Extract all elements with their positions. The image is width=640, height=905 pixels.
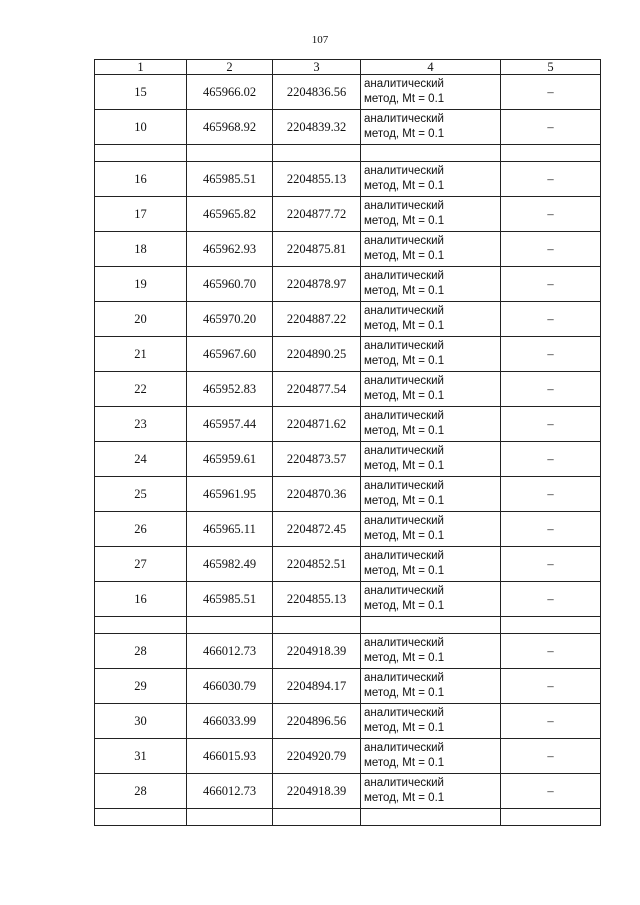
blank-cell xyxy=(187,145,273,162)
table-row xyxy=(95,197,601,232)
header-cell-2: 2 xyxy=(187,60,273,75)
method-line-2: метод, Mt = 0.1 xyxy=(364,460,445,472)
method-line-1: аналитический xyxy=(364,672,444,684)
method-line-1: аналитический xyxy=(364,480,444,492)
x-coordinate-cell: 465957.44 xyxy=(187,407,273,442)
method-line-1: аналитический xyxy=(364,637,444,649)
table-row xyxy=(95,774,601,809)
note-cell: – xyxy=(501,512,601,547)
table-row xyxy=(95,75,601,110)
note-cell: – xyxy=(501,634,601,669)
x-coordinate-cell: 466012.73 xyxy=(187,774,273,809)
method-line-1: аналитический xyxy=(364,515,444,527)
note-cell: – xyxy=(501,669,601,704)
x-coordinate-cell: 466030.79 xyxy=(187,669,273,704)
note-cell: – xyxy=(501,739,601,774)
y-coordinate-cell: 2204871.62 xyxy=(273,407,361,442)
x-coordinate-cell: 465965.82 xyxy=(187,197,273,232)
method-line-1: аналитический xyxy=(364,270,444,282)
method-line-1: аналитический xyxy=(364,165,444,177)
point-number-cell: 17 xyxy=(95,197,187,232)
x-coordinate-cell: 466015.93 xyxy=(187,739,273,774)
method-line-1: аналитический xyxy=(364,585,444,597)
method-line-2: метод, Mt = 0.1 xyxy=(364,757,445,769)
method-cell xyxy=(361,162,501,197)
page-number: 107 xyxy=(311,34,329,46)
x-coordinate-cell: 466033.99 xyxy=(187,704,273,739)
note-cell: – xyxy=(501,372,601,407)
y-coordinate-cell: 2204877.72 xyxy=(273,197,361,232)
note-cell: – xyxy=(501,110,601,145)
method-line-2: метод, Mt = 0.1 xyxy=(364,390,445,402)
blank-cell xyxy=(273,145,361,162)
table-row xyxy=(95,372,601,407)
y-coordinate-cell: 2204872.45 xyxy=(273,512,361,547)
x-coordinate-cell: 465961.95 xyxy=(187,477,273,512)
method-cell xyxy=(361,197,501,232)
method-line-2: метод, Mt = 0.1 xyxy=(364,285,445,297)
method-line-1: аналитический xyxy=(364,235,444,247)
method-line-1: аналитический xyxy=(364,550,444,562)
point-number-cell: 25 xyxy=(95,477,187,512)
blank-cell xyxy=(95,617,187,634)
table-row xyxy=(95,512,601,547)
method-cell xyxy=(361,547,501,582)
y-coordinate-cell: 2204870.36 xyxy=(273,477,361,512)
y-coordinate-cell: 2204875.81 xyxy=(273,232,361,267)
table-row xyxy=(95,547,601,582)
note-cell: – xyxy=(501,75,601,110)
blank-cell xyxy=(95,809,187,826)
method-cell xyxy=(361,477,501,512)
point-number-cell: 19 xyxy=(95,267,187,302)
point-number-cell: 18 xyxy=(95,232,187,267)
note-cell: – xyxy=(501,232,601,267)
method-cell xyxy=(361,774,501,809)
method-line-2: метод, Mt = 0.1 xyxy=(364,320,445,332)
point-number-cell: 21 xyxy=(95,337,187,372)
y-coordinate-cell: 2204896.56 xyxy=(273,704,361,739)
point-number-cell: 30 xyxy=(95,704,187,739)
method-line-2: метод, Mt = 0.1 xyxy=(364,495,445,507)
x-coordinate-cell: 465965.11 xyxy=(187,512,273,547)
method-line-1: аналитический xyxy=(364,410,444,422)
point-number-cell: 15 xyxy=(95,75,187,110)
table-row xyxy=(95,704,601,739)
point-number-cell: 10 xyxy=(95,110,187,145)
method-cell xyxy=(361,232,501,267)
y-coordinate-cell: 2204836.56 xyxy=(273,75,361,110)
header-cell-5: 5 xyxy=(501,60,601,75)
method-line-1: аналитический xyxy=(364,200,444,212)
table-row xyxy=(95,337,601,372)
table-row xyxy=(95,477,601,512)
y-coordinate-cell: 2204839.32 xyxy=(273,110,361,145)
header-cell-3: 3 xyxy=(273,60,361,75)
method-line-2: метод, Mt = 0.1 xyxy=(364,530,445,542)
blank-cell xyxy=(273,809,361,826)
note-cell: – xyxy=(501,267,601,302)
note-cell: – xyxy=(501,407,601,442)
x-coordinate-cell: 465982.49 xyxy=(187,547,273,582)
blank-cell xyxy=(501,809,601,826)
method-line-1: аналитический xyxy=(364,340,444,352)
method-cell xyxy=(361,582,501,617)
method-line-2: метод, Mt = 0.1 xyxy=(364,722,445,734)
blank-cell xyxy=(273,617,361,634)
table-row xyxy=(95,232,601,267)
blank-cell xyxy=(361,145,501,162)
y-coordinate-cell: 2204855.13 xyxy=(273,162,361,197)
method-cell xyxy=(361,669,501,704)
coordinates-table xyxy=(94,59,601,826)
note-cell: – xyxy=(501,477,601,512)
x-coordinate-cell: 465985.51 xyxy=(187,162,273,197)
point-number-cell: 23 xyxy=(95,407,187,442)
blank-cell xyxy=(95,145,187,162)
method-line-2: метод, Mt = 0.1 xyxy=(364,128,445,140)
method-line-1: аналитический xyxy=(364,777,444,789)
note-cell: – xyxy=(501,162,601,197)
method-line-1: аналитический xyxy=(364,445,444,457)
table-header-row xyxy=(95,60,601,75)
method-line-2: метод, Mt = 0.1 xyxy=(364,600,445,612)
y-coordinate-cell: 2204877.54 xyxy=(273,372,361,407)
y-coordinate-cell: 2204890.25 xyxy=(273,337,361,372)
method-cell xyxy=(361,442,501,477)
blank-separator-row xyxy=(95,809,601,826)
method-line-2: метод, Mt = 0.1 xyxy=(364,425,445,437)
table-row xyxy=(95,162,601,197)
method-cell xyxy=(361,512,501,547)
method-cell xyxy=(361,267,501,302)
note-cell: – xyxy=(501,547,601,582)
method-line-2: метод, Mt = 0.1 xyxy=(364,215,445,227)
method-line-1: аналитический xyxy=(364,375,444,387)
method-line-2: метод, Mt = 0.1 xyxy=(364,792,445,804)
table-row xyxy=(95,302,601,337)
method-cell xyxy=(361,75,501,110)
y-coordinate-cell: 2204918.39 xyxy=(273,634,361,669)
method-line-1: аналитический xyxy=(364,78,444,90)
y-coordinate-cell: 2204894.17 xyxy=(273,669,361,704)
table-row xyxy=(95,669,601,704)
header-cell-4: 4 xyxy=(361,60,501,75)
y-coordinate-cell: 2204855.13 xyxy=(273,582,361,617)
method-cell xyxy=(361,372,501,407)
method-line-2: метод, Mt = 0.1 xyxy=(364,687,445,699)
x-coordinate-cell: 465968.92 xyxy=(187,110,273,145)
x-coordinate-cell: 465960.70 xyxy=(187,267,273,302)
blank-cell xyxy=(361,617,501,634)
blank-cell xyxy=(187,617,273,634)
blank-separator-row xyxy=(95,145,601,162)
method-line-1: аналитический xyxy=(364,305,444,317)
method-line-2: метод, Mt = 0.1 xyxy=(364,355,445,367)
point-number-cell: 26 xyxy=(95,512,187,547)
table-row xyxy=(95,407,601,442)
x-coordinate-cell: 466012.73 xyxy=(187,634,273,669)
note-cell: – xyxy=(501,582,601,617)
table-body xyxy=(95,75,601,826)
table-row xyxy=(95,110,601,145)
x-coordinate-cell: 465962.93 xyxy=(187,232,273,267)
method-line-2: метод, Mt = 0.1 xyxy=(364,250,445,262)
method-cell xyxy=(361,704,501,739)
method-line-2: метод, Mt = 0.1 xyxy=(364,652,445,664)
blank-cell xyxy=(501,617,601,634)
point-number-cell: 16 xyxy=(95,582,187,617)
note-cell: – xyxy=(501,774,601,809)
blank-cell xyxy=(187,809,273,826)
x-coordinate-cell: 465959.61 xyxy=(187,442,273,477)
table-row xyxy=(95,267,601,302)
y-coordinate-cell: 2204878.97 xyxy=(273,267,361,302)
table-row xyxy=(95,582,601,617)
blank-cell xyxy=(361,809,501,826)
method-line-2: метод, Mt = 0.1 xyxy=(364,565,445,577)
method-cell xyxy=(361,634,501,669)
method-line-2: метод, Mt = 0.1 xyxy=(364,180,445,192)
point-number-cell: 22 xyxy=(95,372,187,407)
blank-separator-row xyxy=(95,617,601,634)
point-number-cell: 27 xyxy=(95,547,187,582)
x-coordinate-cell: 465967.60 xyxy=(187,337,273,372)
y-coordinate-cell: 2204920.79 xyxy=(273,739,361,774)
point-number-cell: 16 xyxy=(95,162,187,197)
y-coordinate-cell: 2204918.39 xyxy=(273,774,361,809)
note-cell: – xyxy=(501,302,601,337)
method-cell xyxy=(361,337,501,372)
point-number-cell: 20 xyxy=(95,302,187,337)
table-row xyxy=(95,634,601,669)
y-coordinate-cell: 2204873.57 xyxy=(273,442,361,477)
note-cell: – xyxy=(501,442,601,477)
table-row xyxy=(95,442,601,477)
method-cell xyxy=(361,302,501,337)
y-coordinate-cell: 2204887.22 xyxy=(273,302,361,337)
y-coordinate-cell: 2204852.51 xyxy=(273,547,361,582)
point-number-cell: 24 xyxy=(95,442,187,477)
x-coordinate-cell: 465985.51 xyxy=(187,582,273,617)
table-row xyxy=(95,739,601,774)
method-line-2: метод, Mt = 0.1 xyxy=(364,93,445,105)
note-cell: – xyxy=(501,337,601,372)
method-cell xyxy=(361,110,501,145)
point-number-cell: 31 xyxy=(95,739,187,774)
note-cell: – xyxy=(501,197,601,232)
method-line-1: аналитический xyxy=(364,742,444,754)
x-coordinate-cell: 465952.83 xyxy=(187,372,273,407)
method-line-1: аналитический xyxy=(364,707,444,719)
header-cell-1: 1 xyxy=(95,60,187,75)
x-coordinate-cell: 465966.02 xyxy=(187,75,273,110)
point-number-cell: 28 xyxy=(95,774,187,809)
point-number-cell: 28 xyxy=(95,634,187,669)
note-cell: – xyxy=(501,704,601,739)
method-cell xyxy=(361,739,501,774)
blank-cell xyxy=(501,145,601,162)
point-number-cell: 29 xyxy=(95,669,187,704)
x-coordinate-cell: 465970.20 xyxy=(187,302,273,337)
method-cell xyxy=(361,407,501,442)
method-line-1: аналитический xyxy=(364,113,444,125)
